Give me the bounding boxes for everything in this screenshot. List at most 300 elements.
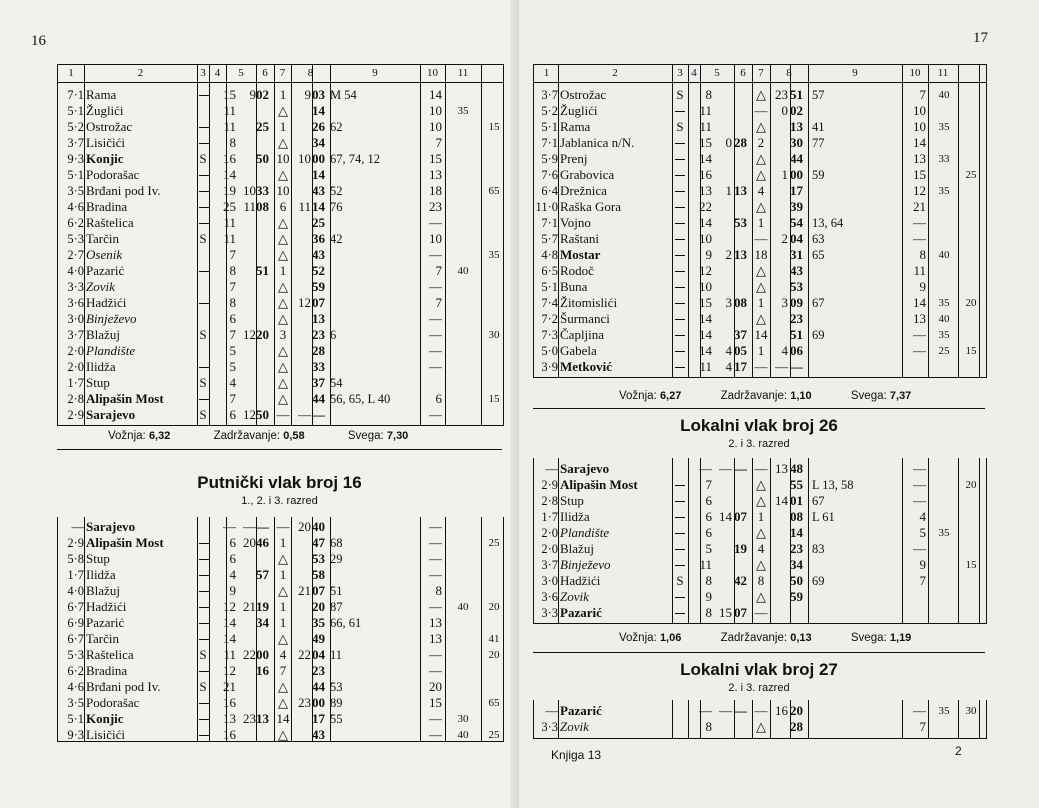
summary-1 — [108, 430, 408, 442]
cell-s: S — [199, 679, 207, 694]
cell-h2: 2 — [781, 231, 788, 246]
cell-d: — — [276, 519, 290, 534]
cell-m2: 43 — [312, 727, 325, 742]
cell-d: — — [276, 407, 290, 422]
cell-d: △ — [756, 167, 766, 182]
cell-h: — — [719, 703, 732, 718]
cell-h2: 3 — [781, 295, 788, 310]
table-row — [58, 247, 503, 263]
cell-d: △ — [756, 557, 766, 572]
cell-a: 13 — [223, 711, 236, 726]
cell-c9: — — [429, 311, 442, 326]
cell-d: △ — [278, 727, 288, 742]
cell-m2: 44 — [312, 391, 325, 406]
cell-d: 7 — [279, 663, 287, 678]
cell-d: 2 — [757, 135, 765, 150]
cell-h2: 23 — [775, 87, 788, 102]
cell-m2: 58 — [312, 567, 325, 582]
cell-km: 4·6 — [67, 680, 84, 694]
table-row — [534, 573, 986, 589]
cell-station: Osenik — [86, 247, 123, 262]
cell-d: 4 — [279, 647, 287, 662]
cell-km: 5·0 — [541, 344, 558, 358]
table-row — [58, 375, 503, 391]
page-number-right: 17 — [973, 30, 988, 46]
cell-a: 15 — [223, 87, 236, 102]
column-header: 11 — [457, 67, 469, 79]
dash-mark — [199, 671, 209, 672]
cell-a: 10 — [699, 279, 712, 294]
table-row — [534, 183, 986, 199]
cell-km: 7·1 — [541, 216, 558, 230]
cell-h2: 1 — [781, 167, 788, 182]
cell-c9: 7 — [919, 719, 926, 734]
dash-mark — [675, 597, 685, 598]
cell-station: Vojno — [560, 215, 591, 230]
left-page — [0, 0, 519, 808]
cell-m2: 23 — [312, 663, 325, 678]
cell-c10: 30 — [457, 713, 469, 725]
cell-c9: 20 — [429, 679, 442, 694]
table-row — [534, 279, 986, 295]
table-row — [58, 215, 503, 231]
divider — [533, 408, 985, 409]
cell-station: Plandište — [86, 343, 136, 358]
cell-m: 07 — [734, 509, 747, 524]
summary-label: Zadržavanje: — [213, 430, 281, 442]
summary-value: 0,13 — [790, 632, 812, 644]
dash-mark — [675, 565, 685, 566]
summary-label: Svega: — [850, 632, 887, 644]
cell-km: 1·7 — [541, 510, 558, 524]
cell-link: 29 — [330, 552, 343, 566]
cell-h2: 4 — [781, 343, 788, 358]
table-row — [534, 605, 986, 621]
cell-link: 89 — [330, 696, 343, 710]
cell-link: 87 — [330, 600, 343, 614]
cell-m2: 54 — [790, 215, 803, 230]
cell-c9: — — [913, 231, 926, 246]
cell-link: 59 — [812, 168, 825, 182]
cell-station: Sarajevo — [86, 519, 136, 534]
train-subtitle: 2. i 3. razred — [728, 682, 790, 694]
dash-mark — [199, 607, 209, 608]
cell-m2: 26 — [312, 119, 325, 134]
column-header: 6 — [740, 67, 746, 79]
cell-a: 8 — [229, 263, 236, 278]
cell-station: Čapljina — [560, 327, 605, 342]
cell-m2: 17 — [312, 711, 325, 726]
train-subtitle: 2. i 3. razred — [728, 438, 790, 450]
dash-mark — [199, 575, 209, 576]
cell-m2: 50 — [790, 573, 803, 588]
cell-c9: — — [429, 343, 442, 358]
cell-h: 15 — [719, 605, 732, 620]
cell-d: 1 — [279, 567, 287, 582]
dash-mark — [675, 191, 685, 192]
cell-km: 5·1 — [541, 280, 558, 294]
cell-station: Metković — [560, 359, 612, 374]
cell-station: Hadžići — [86, 295, 127, 310]
cell-c9: — — [429, 359, 442, 374]
cell-km: 7·1 — [67, 88, 84, 102]
cell-c9: — — [913, 703, 926, 718]
cell-d: 1 — [279, 87, 287, 102]
cell-station: Konjic — [86, 151, 124, 166]
dash-mark — [675, 367, 685, 368]
cell-m2: 34 — [312, 135, 325, 150]
cell-c10: 40 — [938, 89, 950, 101]
cell-c11: 20 — [965, 479, 977, 491]
cell-station: Raštelica — [86, 647, 134, 662]
cell-h: 1 — [725, 183, 732, 198]
cell-link: 54 — [330, 376, 343, 390]
cell-station: Plandište — [560, 525, 610, 540]
cell-d: 18 — [754, 247, 768, 262]
cell-km: 5·2 — [541, 104, 558, 118]
summary-label: Svega: — [347, 430, 384, 442]
cell-d: 4 — [757, 541, 765, 556]
table-row — [58, 519, 503, 535]
cell-km: 2·8 — [541, 494, 558, 508]
cell-m: 51 — [256, 263, 269, 278]
summary-value: 6,32 — [148, 430, 171, 442]
cell-station: Jablanica n/N. — [560, 135, 635, 150]
table-row — [58, 311, 503, 327]
cell-a: 12 — [699, 263, 712, 278]
cell-station: Alipašin Most — [560, 477, 638, 492]
summary-value: 7,30 — [386, 430, 409, 442]
cell-c10: 40 — [457, 601, 469, 613]
cell-link: 62 — [330, 120, 343, 134]
cell-station: Bradina — [86, 663, 128, 678]
cell-km: 3·7 — [67, 136, 84, 150]
cell-station: Stup — [86, 551, 110, 566]
cell-a: 16 — [223, 695, 236, 710]
cell-km: 4·8 — [541, 248, 558, 262]
cell-d: △ — [278, 247, 288, 262]
cell-d: — — [754, 359, 768, 374]
dash-mark — [199, 719, 209, 720]
summary-2 — [619, 632, 911, 644]
cell-a: 9 — [705, 247, 712, 262]
cell-m2: 53 — [312, 551, 325, 566]
cell-station: Lisičići — [86, 135, 125, 150]
cell-m2: 13 — [312, 311, 325, 326]
cell-a: 14 — [699, 343, 712, 358]
cell-a: 8 — [229, 135, 236, 150]
cell-c11: 65 — [488, 697, 500, 709]
cell-km: 5·3 — [67, 232, 84, 246]
table-row — [534, 509, 986, 525]
column-header: 8 — [786, 67, 792, 79]
cell-km: 1·7 — [67, 568, 84, 582]
cell-c9: 23 — [429, 199, 442, 214]
timetable-1 — [57, 64, 504, 426]
cell-a: 22 — [699, 199, 712, 214]
dash-mark — [675, 223, 685, 224]
cell-station: Prenj — [560, 151, 588, 166]
column-header: 7 — [279, 67, 286, 79]
cell-station: Ilidža — [560, 509, 590, 524]
cell-link: 55 — [330, 712, 343, 726]
cell-c10: 35 — [938, 329, 950, 341]
cell-m: 37 — [734, 327, 747, 342]
cell-m2: 55 — [790, 477, 803, 492]
cell-c11: 15 — [488, 121, 500, 133]
train-title: Putnički vlak broj 16 — [197, 473, 362, 492]
cell-km: 7·6 — [541, 168, 558, 182]
table-row — [58, 567, 503, 583]
table-row — [58, 279, 503, 295]
cell-d: △ — [756, 199, 766, 214]
cell-a: 5 — [705, 541, 712, 556]
cell-km: 2·8 — [67, 392, 84, 406]
summary-1 — [619, 390, 911, 402]
cell-km: 3·5 — [67, 184, 84, 198]
table-row — [58, 551, 503, 567]
column-header: 5 — [238, 67, 244, 79]
cell-m2: 28 — [790, 719, 803, 734]
cell-c9: — — [913, 477, 926, 492]
cell-station: Stup — [560, 493, 584, 508]
cell-a: 6 — [705, 493, 712, 508]
cell-km: 7·2 — [541, 312, 558, 326]
cell-station: Žitomislići — [560, 295, 618, 310]
cell-station: Gabela — [560, 343, 597, 358]
cell-h2: 22 — [298, 647, 311, 662]
cell-m2: 51 — [790, 87, 803, 102]
summary-label: Svega: — [850, 390, 887, 402]
column-header: 4 — [214, 67, 221, 79]
summary-value: 7,37 — [889, 390, 912, 402]
dash-mark — [675, 303, 685, 304]
cell-c10: 35 — [938, 297, 950, 309]
cell-station: Podorašac — [86, 167, 140, 182]
table-row — [534, 525, 986, 541]
dash-mark — [675, 517, 685, 518]
cell-d: 10 — [276, 151, 290, 166]
cell-m: 57 — [256, 567, 269, 582]
cell-a: 8 — [705, 573, 712, 588]
cell-station: Sarajevo — [560, 461, 610, 476]
cell-station: Binježevo — [560, 557, 611, 572]
cell-km: 2·0 — [67, 360, 84, 374]
cell-m: 07 — [734, 605, 747, 620]
cell-s: S — [676, 119, 684, 134]
cell-km: 2·0 — [541, 526, 558, 540]
dash-mark — [199, 559, 209, 560]
cell-m: 17 — [734, 359, 747, 374]
column-header: 3 — [677, 67, 683, 79]
cell-a: 11 — [699, 557, 712, 572]
cell-km: 3·6 — [67, 296, 84, 310]
cell-station: Grabovica — [560, 167, 615, 182]
cell-h: 3 — [725, 295, 732, 310]
cell-station: Alipašin Most — [86, 535, 164, 550]
cell-a: 25 — [223, 199, 236, 214]
table-row — [58, 535, 503, 551]
table-row — [534, 119, 986, 135]
timetable-3 — [533, 700, 987, 739]
dash-mark — [199, 303, 209, 304]
cell-station: Šurmanci — [560, 311, 610, 326]
cell-station: Zovik — [560, 589, 589, 604]
cell-station: Ilidža — [86, 359, 116, 374]
column-header: 10 — [427, 67, 438, 79]
cell-h2: — — [298, 407, 311, 422]
summary-value: 0,58 — [283, 430, 305, 442]
cell-c11: 41 — [488, 633, 500, 645]
cell-m: 46 — [256, 535, 269, 550]
cell-d: △ — [278, 343, 288, 358]
table-row — [58, 103, 503, 119]
cell-km: 3·7 — [541, 558, 558, 572]
column-header: 6 — [262, 67, 268, 79]
cell-km: 3·3 — [541, 720, 558, 734]
cell-m2: 14 — [312, 199, 325, 214]
cell-station: Žuglići — [560, 103, 598, 118]
cell-a: 6 — [705, 525, 712, 540]
table-row — [58, 167, 503, 183]
cell-d: △ — [278, 679, 288, 694]
cell-station: Hadžići — [86, 599, 127, 614]
cell-c9: — — [429, 647, 442, 662]
cell-km: 3·7 — [541, 88, 558, 102]
cell-link: 51 — [330, 584, 343, 598]
cell-a: 12 — [223, 663, 236, 678]
cell-h: 4 — [725, 359, 732, 374]
cell-m2: 53 — [790, 279, 803, 294]
cell-m2: 34 — [790, 557, 803, 572]
cell-h: 20 — [243, 535, 256, 550]
table-row — [534, 311, 986, 327]
cell-m2: 40 — [312, 519, 325, 534]
cell-c9: — — [913, 215, 926, 230]
dash-mark — [199, 735, 209, 736]
cell-m2: 23 — [790, 541, 803, 556]
cell-a: 11 — [699, 119, 712, 134]
table-row — [58, 87, 503, 103]
cell-a: 11 — [699, 359, 712, 374]
cell-station: Hadžići — [560, 573, 601, 588]
cell-m2: 37 — [312, 375, 325, 390]
cell-m2: 44 — [790, 151, 803, 166]
cell-m: 33 — [256, 183, 269, 198]
dash-mark — [199, 207, 209, 208]
cell-c9: — — [429, 727, 442, 742]
table-row — [58, 327, 503, 343]
cell-d: △ — [278, 583, 288, 598]
cell-link: M 54 — [330, 88, 357, 102]
cell-a: 7 — [705, 477, 712, 492]
cell-c11: 25 — [965, 169, 977, 181]
cell-link: 83 — [812, 542, 825, 556]
cell-m: 53 — [734, 215, 747, 230]
table-row — [534, 541, 986, 557]
dash-mark — [199, 399, 209, 400]
dash-mark — [199, 175, 209, 176]
cell-a: 6 — [705, 509, 712, 524]
cell-m2: — — [312, 407, 325, 422]
cell-c9: 13 — [429, 615, 442, 630]
cell-d: △ — [278, 311, 288, 326]
cell-km: 5·7 — [541, 232, 558, 246]
cell-d: 1 — [757, 509, 765, 524]
cell-m2: 43 — [312, 247, 325, 262]
dash-mark — [675, 485, 685, 486]
cell-d: 14 — [754, 327, 768, 342]
cell-a: 11 — [223, 647, 236, 662]
cell-km: 6·7 — [67, 600, 84, 614]
dash-mark — [675, 271, 685, 272]
cell-c9: 7 — [435, 295, 442, 310]
table-row — [534, 557, 986, 573]
cell-c9: 14 — [429, 87, 442, 102]
cell-m: 20 — [256, 327, 269, 342]
cell-a: 14 — [223, 631, 236, 646]
cell-m2: 23 — [312, 327, 325, 342]
cell-station: Raška Gora — [560, 199, 622, 214]
cell-m: 16 — [256, 663, 269, 678]
cell-c9: 7 — [919, 87, 926, 102]
cell-c9: 9 — [919, 279, 926, 294]
cell-station: Mostar — [560, 247, 601, 262]
table-row — [534, 359, 986, 375]
cell-km: 2·9 — [541, 478, 558, 492]
table-row — [58, 727, 503, 743]
table-row — [534, 215, 986, 231]
cell-c9: 7 — [435, 263, 442, 278]
cell-d: △ — [756, 477, 766, 492]
table-row — [534, 477, 986, 493]
dash-mark — [199, 543, 209, 544]
cell-link: 42 — [330, 232, 343, 246]
table-row — [58, 119, 503, 135]
cell-km: — — [71, 520, 84, 534]
table-row — [58, 711, 503, 727]
cell-m: 25 — [256, 119, 269, 134]
cell-km: 3·6 — [541, 590, 558, 604]
cell-station: Buna — [560, 279, 588, 294]
cell-a: 16 — [223, 727, 236, 742]
cell-km: 6·9 — [67, 616, 84, 630]
cell-c9: — — [429, 711, 442, 726]
cell-a: 7 — [229, 279, 236, 294]
cell-m2: 00 — [790, 167, 803, 182]
dash-mark — [675, 549, 685, 550]
summary-value: 6,27 — [659, 390, 682, 402]
cell-c11: 20 — [488, 649, 500, 661]
cell-a: 8 — [705, 605, 712, 620]
cell-c9: 10 — [913, 103, 926, 118]
cell-c9: — — [429, 327, 442, 342]
cell-c11: 35 — [488, 249, 500, 261]
cell-c11: 15 — [965, 559, 977, 571]
cell-c9: 7 — [435, 135, 442, 150]
cell-km: 3·7 — [67, 328, 84, 342]
cell-link: 68 — [330, 536, 343, 550]
cell-m2: 47 — [312, 535, 325, 550]
cell-c10: 25 — [938, 345, 950, 357]
table-row — [58, 647, 503, 663]
cell-m2: 00 — [312, 695, 325, 710]
cell-h: 23 — [243, 711, 256, 726]
cell-m: 00 — [256, 647, 269, 662]
cell-a: 14 — [699, 215, 712, 230]
cell-station: Sarajevo — [86, 407, 136, 422]
table-row — [534, 719, 986, 735]
